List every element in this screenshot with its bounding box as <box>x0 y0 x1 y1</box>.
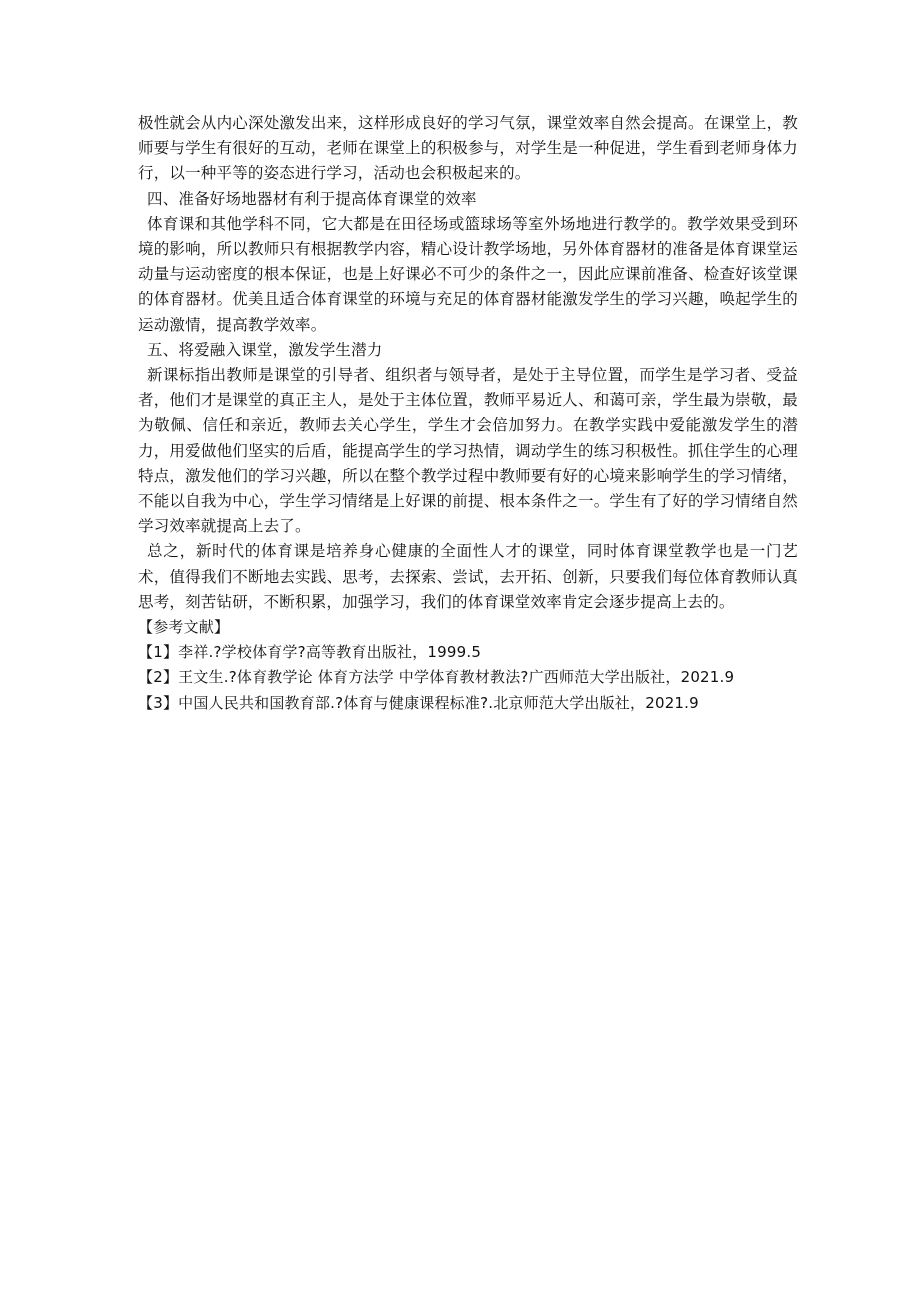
document-body <box>138 111 798 716</box>
reference-item-1: 【1】李祥.?学校体育学?高等教育出版社，1999.5 <box>138 643 482 662</box>
section-heading-5: 五、将爱融入课堂，激发学生潜力 <box>147 340 383 359</box>
reference-item-2: 【2】王文生.?体育教学论 体育方法学 中学体育教材教法?广西师范大学出版社，2021.9 <box>138 668 735 687</box>
references-title: 【参考文献】 <box>138 618 230 637</box>
paragraph-love: 新课标指出教师是课堂的引导者、组织者与领导者，是处于主导位置，而学生是学习者、受益者，他们才是课堂的真正主人，是处于主体位置，教师平易近人、和蔼可亲，学生最为崇敬，最为敬佩、信任和亲近，教师去关心学生，学生才会倍加努力。在教学实践中爱能激发学生的潜力，用爱做他们坚实的后盾，能提高学生的学习热情，调动学生的练习积极性。抓住学生的心理特点，激发他们的学习兴趣，所以在整个教学过程中教师要有好的心境来影响学生的学习情绪，不能以自我为中心，学生学习情绪是上好课的前提、根本条件之一。学生有了好的学习情绪自然学习效率就提高上去了。 <box>138 366 798 536</box>
section-heading-4: 四、准备好场地器材有利于提高体育课堂的效率 <box>147 189 477 208</box>
paragraph-interaction: 极性就会从内心深处激发出来，这样形成良好的学习气氛，课堂效率自然会提高。在课堂上，教师要与学生有很好的互动，老师在课堂上的积极参与，对学生是一种促进，学生看到老师身体力行，以一种平等的姿态进行学习，活动也会积极起来的。 <box>138 114 798 183</box>
paragraph-conclusion: 总之，新时代的体育课是培养身心健康的全面性人才的课堂，同时体育课堂教学也是一门艺术，值得我们不断地去实践、思考，去探索、尝试，去开拓、创新，只要我们每位体育教师认真思考，刻苦钻研，不断积累，加强学习，我们的体育课堂效率肯定会逐步提高上去的。 <box>138 542 798 611</box>
paragraph-equipment: 体育课和其他学科不同，它大都是在田径场或篮球场等室外场地进行教学的。教学效果受到环境的影响，所以教师只有根据教学内容，精心设计教学场地，另外体育器材的准备是体育课堂运动量与运动密度的根本保证，也是上好课必不可少的条件之一，因此应课前准备、检查好该堂课的体育器材。优美且适合体育课堂的环境与充足的体育器材能激发学生的学习兴趣，唤起学生的运动激情，提高教学效率。 <box>138 214 798 334</box>
reference-item-3: 【3】中国人民共和国教育部.?体育与健康课程标准?.北京师范大学出版社，2021.9 <box>138 693 699 712</box>
